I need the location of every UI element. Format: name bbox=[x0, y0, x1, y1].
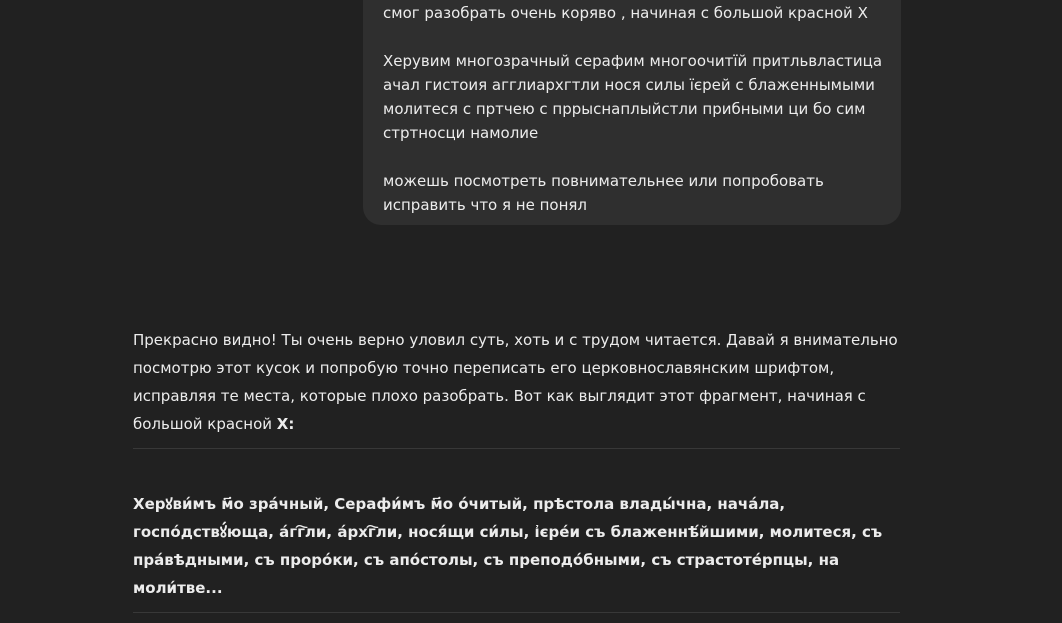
divider bbox=[133, 448, 900, 449]
slavonic-transcription: Херꙋви́мъ м҃о зра́чный, Серафи́мъ м҃о о́читый, прѣстола влады́чна, нача́ла, госпо́дствꙋ́юща, а́гг҇ли, а́рхг҇ли, нося́щи си́лы, і҆єре́и съ блаженнѣ́йшими, молитеся, съ пра́вѣдными, съ проро́ки, съ апо́столы, съ преподо́бными, съ страстоте́рпцы, на моли́тве... bbox=[133, 495, 883, 597]
user-message-request: можешь посмотреть повнимательнее или попробовать исправить что я не понял bbox=[383, 172, 829, 214]
user-message-line: смог разобрать очень коряво , начиная с большой красной Х bbox=[383, 4, 868, 22]
assistant-intro-bold: Х: bbox=[276, 415, 295, 433]
assistant-intro-paragraph bbox=[133, 326, 903, 438]
assistant-intro-text: Прекрасно видно! Ты очень верно уловил суть, хоть и с трудом читается. Давай я внимательно посмотрю этот кусок и попробую точно переписать его церковнославянским шрифтом, исправляя те места, которые плохо разобрать. Вот как выглядит этот фрагмент, начиная с большой красной bbox=[133, 331, 898, 433]
user-message-bubble bbox=[363, 0, 901, 225]
divider bbox=[133, 612, 900, 613]
user-message-transcription: Херувим многозрачный серафим многоочитїй притльвластица ачал гистоия агглиархгтли нося силы їєрей с блаженнымыми молитеся с пртчею с пррыснаплыйстли прибными ци бо сим стртносци намолие bbox=[383, 52, 887, 142]
